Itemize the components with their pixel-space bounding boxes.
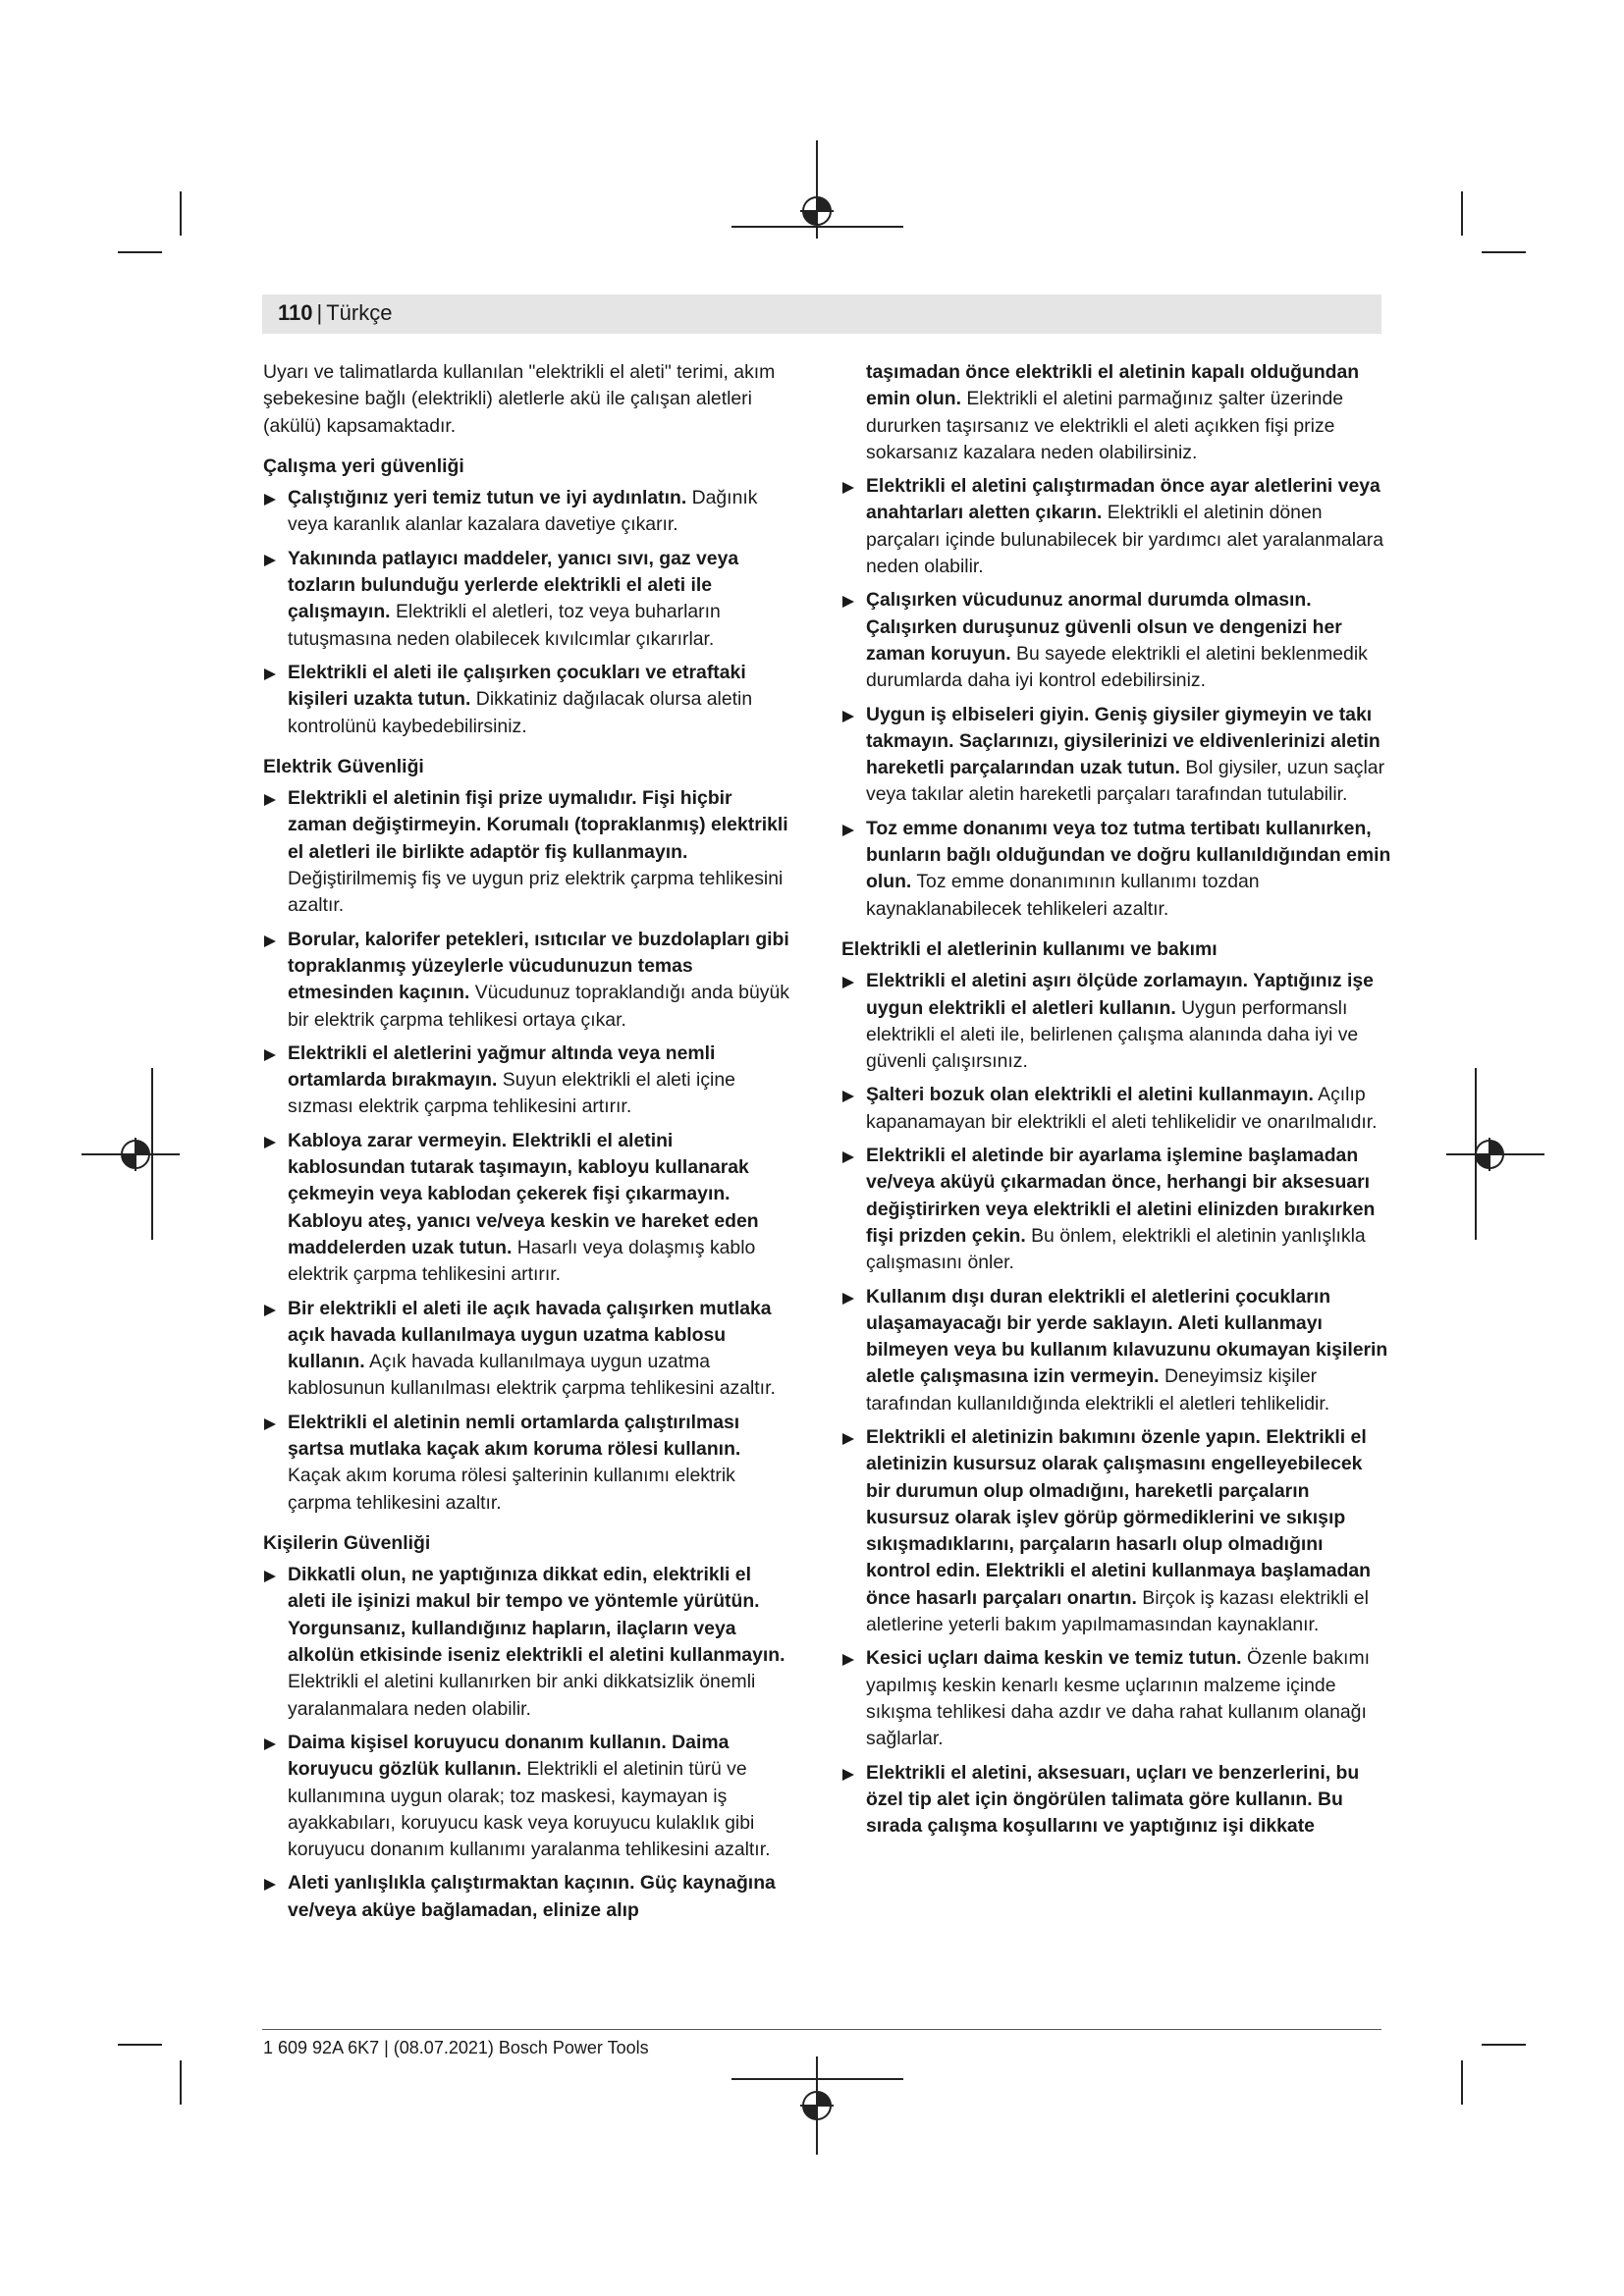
item-bold-text: Elektrikli el aletini aşırı ölçüde zorlamayın. Yaptığınız işe uygun elektrikli el aletleri kullanın.	[866, 970, 1374, 1019]
item-bold-text: Kullanım dışı duran elektrikli el aletlerini çocukların ulaşamayacağı bir yerde saklayın. Aleti kullanmayı bilmeyen veya bu kullanım kılavuzunu okumayan kişilerin aletle çalışmasına izin vermeyin.	[866, 1285, 1388, 1388]
bullet-arrow-icon	[842, 977, 854, 988]
item-bold-text: Dikkatli olun, ne yaptığınıza dikkat edin, elektrikli el aleti ile işinizi makul bir tempo ve yöntemle yürütün. Yorgunsanız, kullandığınız hapların, ilaçların veya alkolün etkisinde iseniz elektrikli el aletini kullanmayın.	[288, 1564, 785, 1667]
item-text: Bu sayede elektrikli el aletini beklenmedik durumlarda daha iyi kontrol edebilirsiniz.	[866, 642, 1368, 692]
bullet-arrow-icon	[842, 482, 854, 494]
registration-target-icon	[800, 194, 834, 228]
item-bold-text: Elektrikli el aletinin nemli ortamlarda çalıştırılması şartsa mutlaka kaçak akım koruma rölesi kullanın.	[288, 1411, 741, 1460]
bullet-arrow-icon	[842, 1091, 854, 1102]
list-item	[841, 702, 1391, 809]
list-item	[263, 1730, 793, 1863]
list-item	[841, 1082, 1391, 1136]
item-bold-text: Elektrikli el aletini çalıştırmadan önce ayar aletlerini veya anahtarları aletten çıkarın.	[866, 475, 1380, 524]
item-bold-text: Yakınında patlayıcı maddeler, yanıcı sıvı, gaz veya tozların bulunduğu yerlerde elektrikli el aleti ile çalışmayın.	[288, 547, 739, 623]
crop-mark	[118, 251, 162, 253]
item-bold-text: Toz emme donanımı veya toz tutma tertibatı kullanırken, bunların bağlı olduğundan ve doğru kullanıldığından emin olun.	[866, 817, 1391, 893]
list-item-continuation	[841, 359, 1391, 466]
list-item	[263, 1410, 793, 1517]
registration-target-icon	[119, 1138, 152, 1171]
item-text: Elektrikli el aletinin türü ve kullanımına uygun olarak; toz maskesi, kaymayan iş ayakkabıları, koruyucu kask veya koruyucu kulaklık gibi koruyucu donanım kullanımı yaralanma tehlikesini azaltır.	[288, 1758, 771, 1861]
crop-mark	[118, 2044, 162, 2046]
list-item	[263, 660, 793, 740]
list-item	[841, 1760, 1391, 1841]
item-text: Elektrikli el aletinin dönen parçaları içinde bulunabilecek bir yardımcı alet yaralanmalara neden olabilir.	[866, 502, 1384, 578]
bullet-arrow-icon	[264, 794, 276, 806]
section-heading: Çalışma yeri güvenliği	[263, 454, 464, 477]
crop-mark	[1461, 2060, 1463, 2105]
item-bold-text: Çalıştığınız yeri temiz tutun ve iyi aydınlatın.	[288, 487, 687, 509]
item-bold-text: taşımadan önce elektrikli el aletinin kapalı olduğundan emin olun.	[866, 361, 1360, 410]
list-item	[841, 968, 1391, 1075]
list-item	[263, 1128, 793, 1289]
item-bold-text: Uygun iş elbiseleri giyin. Geniş giysiler giymeyin ve takı takmayın. Saçlarınızı, giysilerinizi ve eldivenlerinizi aletin hareketli parçalarından uzak tutun.	[866, 703, 1380, 779]
bullet-arrow-icon	[842, 1769, 854, 1781]
list-item	[263, 1041, 793, 1121]
list-item	[841, 1143, 1391, 1276]
item-text: Elektrikli el aletini kullanırken bir anki dikkatsizlik önemli yaralanmalara neden olabilir.	[288, 1671, 756, 1720]
item-text: Deneyimsiz kişiler tarafından kullanıldığında elektrikli el aletleri tehlikelidir.	[866, 1365, 1330, 1415]
item-text: Elektrikli el aletleri, toz veya buharların tutuşmasına neden olabilecek kıvılcımlar çıkarırlar.	[288, 601, 721, 650]
item-text: Dağınık veya karanlık alanlar kazalara davetiye çıkarır.	[288, 487, 758, 536]
bullet-arrow-icon	[842, 1293, 854, 1305]
crop-mark	[1461, 191, 1463, 236]
section-heading: Elektrik Güvenliği	[263, 755, 424, 777]
item-text: Bol giysiler, uzun saçlar veya takılar aletin hareketli parçaları tarafından tutulabilir.	[866, 757, 1385, 806]
list-item	[263, 927, 793, 1034]
registration-target-icon	[1473, 1138, 1506, 1171]
crop-mark	[180, 191, 182, 236]
item-bold-text: Daima kişisel koruyucu donanım kullanın. Daima koruyucu gözlük kullanın.	[288, 1731, 730, 1781]
item-bold-text: Borular, kalorifer petekleri, ısıtıcılar ve buzdolapları gibi topraklanmış yüzeylerle vücudunuzun temas etmesinden kaçının.	[288, 928, 789, 1004]
item-bold-text: Şalteri bozuk olan elektrikli el aletini kullanmayın.	[866, 1084, 1314, 1106]
item-text: Toz emme donanımının kullanımı tozdan kaynaklanabilecek tehlikeleri azaltır.	[866, 871, 1260, 920]
list-item	[841, 816, 1391, 923]
bullet-arrow-icon	[264, 935, 276, 947]
item-bold-text: Kesici uçları daima keskin ve temiz tutun.	[866, 1647, 1242, 1670]
item-bold-text: Elektrikli el aletinin fişi prize uymalıdır. Fişi hiçbir zaman değiştirmeyin. Korumalı (topraklanmış) elektrikli el aletleri ile birlikte adaptör fiş kullanmayın.	[288, 787, 788, 863]
crop-mark	[1482, 251, 1526, 253]
section-heading: Elektrikli el aletlerinin kullanımı ve bakımı	[841, 937, 1218, 960]
bullet-arrow-icon	[264, 555, 276, 566]
item-bold-text: Kabloya zarar vermeyin. Elektrikli el aletini kablosundan tutarak taşımayın, kabloyu kullanarak çekmeyin veya kablodan çekerek fişi çıkarmayın. Kabloyu ateş, yanıcı ve/veya keskin ve hareket eden maddelerden uzak tutun.	[288, 1129, 759, 1258]
registration-target-icon	[800, 2089, 834, 2122]
list-item	[841, 1424, 1391, 1638]
list-item	[841, 473, 1391, 580]
item-text: Kaçak akım koruma rölesi şalterinin kullanımı elektrik çarpma tehlikesini azaltır.	[288, 1465, 735, 1514]
item-bold-text: Elektrikli el aleti ile çalışırken çocukları ve etraftaki kişileri uzakta tutun.	[288, 661, 746, 711]
bullet-arrow-icon	[264, 1879, 276, 1891]
bullet-arrow-icon	[264, 1418, 276, 1430]
page-header-text	[278, 300, 392, 326]
section-heading: Kişilerin Güvenliği	[263, 1531, 431, 1554]
item-text: Suyun elektrikli el aleti içine sızması elektrik çarpma tehlikesini artırır.	[288, 1069, 735, 1118]
bullet-arrow-icon	[842, 1433, 854, 1445]
list-item	[263, 546, 793, 653]
item-bold-text: Elektrikli el aletinizin bakımını özenle yapın. Elektrikli el aletinizin kusursuz olarak çalışmasını engelleyebilecek bir durumun olup olmadığını, hareketli parçaların kusursuz olarak işlev görüp görmediklerini ve sıkışıp sıkışmadıklarını, parçaların hasarlı olup olmadığını kontrol edin. Elektrikli el aletini kullanmaya başlamadan önce hasarlı parçaları onartın.	[866, 1425, 1372, 1609]
item-bold-text: Elektrikli el aletlerini yağmur altında veya nemli ortamlarda bırakmayın.	[288, 1041, 716, 1092]
footer-divider	[262, 2029, 1381, 2030]
bullet-arrow-icon	[264, 494, 276, 506]
item-text: Hasarlı veya dolaşmış kablo elektrik çarpma tehlikesini artırır.	[288, 1236, 756, 1286]
list-item	[263, 1870, 793, 1924]
list-item	[263, 1296, 793, 1403]
page-header	[262, 294, 1381, 334]
bullet-arrow-icon	[264, 1137, 276, 1148]
left-column	[263, 359, 793, 1931]
crop-mark	[1482, 2044, 1526, 2046]
list-item	[263, 485, 793, 539]
header-separator: |	[316, 300, 323, 325]
list-item	[841, 1284, 1391, 1417]
item-text: Uygun performanslı elektrikli el aleti ile, belirlenen çalışma alanında daha iyi ve güvenli çalışırsınız.	[866, 996, 1359, 1073]
bullet-arrow-icon	[264, 668, 276, 680]
bullet-arrow-icon	[264, 1571, 276, 1582]
page-footer: 1 609 92A 6K7 | (08.07.2021) Bosch Power Tools	[263, 2038, 649, 2057]
bullet-arrow-icon	[842, 825, 854, 836]
item-text: Açılıp kapanamayan bir elektrikli el aleti tehlikelidir ve onarılmalıdır.	[866, 1084, 1378, 1133]
item-text: Dikkatiniz dağılacak olursa aletin kontrolünü kaybedebilirsiniz.	[288, 688, 753, 737]
bullet-arrow-icon	[264, 1738, 276, 1750]
bullet-arrow-icon	[264, 1305, 276, 1316]
item-bold-text: Çalışırken vücudunuz anormal durumda olmasın. Çalışırken duruşunuz güvenli olsun ve dengenizi her zaman koruyun.	[866, 589, 1342, 665]
item-text: Açık havada kullanılmaya uygun uzatma kablosunun kullanılması elektrik çarpma tehlikesini azaltır.	[288, 1351, 776, 1400]
item-bold-text: Aleti yanlışlıkla çalıştırmaktan kaçının. Güç kaynağına ve/veya aküye bağlamadan, elinize alıp	[288, 1872, 776, 1921]
item-bold-text: Elektrikli el aletini, aksesuarı, uçları ve benzerlerini, bu özel tip alet için öngörülen talimata göre kullanın. Bu sırada çalışma koşullarını ve yaptığınız işi dikkate	[866, 1761, 1360, 1838]
bullet-arrow-icon	[842, 711, 854, 722]
item-text: Özenle bakımı yapılmış keskin kenarlı kesme uçlarının malzeme içinde sıkışma tehlikesi daha azdır ve daha rahat kullanım olanağı sağlarlar.	[866, 1647, 1370, 1750]
list-item	[841, 587, 1391, 694]
bullet-arrow-icon	[842, 1654, 854, 1666]
intro-paragraph: Uyarı ve talimatlarda kullanılan "elektrikli el aleti" terimi, akım şebekesine bağlı (elektrikli) aletlerle akü ile çalışan aletleri (akülü) kapsamaktadır.	[263, 361, 776, 437]
bullet-arrow-icon	[264, 1049, 276, 1061]
item-text: Elektrikli el aletini parmağınız şalter üzerinde dururken taşırsanız ve elektrikli el aleti açıkken fişi prize sokarsanız kazalara neden olabilirsiniz.	[866, 388, 1344, 463]
language-label: Türkçe	[326, 300, 393, 325]
item-text: Birçok iş kazası elektrikli el aletlerine yeterli bakım yapılmamasından kaynaklanır.	[866, 1586, 1369, 1636]
right-column	[841, 359, 1391, 1846]
item-text: Vücudunuz topraklandığı anda büyük bir elektrik çarpma tehlikesi ortaya çıkar.	[288, 982, 789, 1031]
item-text: Bu önlem, elektrikli el aletinin yanlışlıkla çalışmasını önler.	[866, 1224, 1366, 1274]
bullet-arrow-icon	[842, 1151, 854, 1163]
page-number: 110	[278, 300, 313, 325]
item-bold-text: Elektrikli el aletinde bir ayarlama işlemine başlamadan ve/veya aküyü çıkarmadan önce, herhangi bir aksesuarı değiştirirken veya elektrikli el aletini elinizden bırakırken fişi prizden çekin.	[866, 1145, 1376, 1247]
item-bold-text: Bir elektrikli el aleti ile açık havada çalışırken mutlaka açık havada kullanılmaya uygun uzatma kablosu kullanın.	[288, 1297, 772, 1373]
list-item	[841, 1645, 1391, 1752]
crop-mark	[180, 2060, 182, 2105]
bullet-arrow-icon	[842, 596, 854, 608]
list-item	[263, 1562, 793, 1723]
list-item	[263, 785, 793, 919]
item-text: Değiştirilmemiş fiş ve uygun priz elektrik çarpma tehlikesini azaltır.	[288, 868, 784, 917]
registration-line	[731, 2078, 903, 2080]
